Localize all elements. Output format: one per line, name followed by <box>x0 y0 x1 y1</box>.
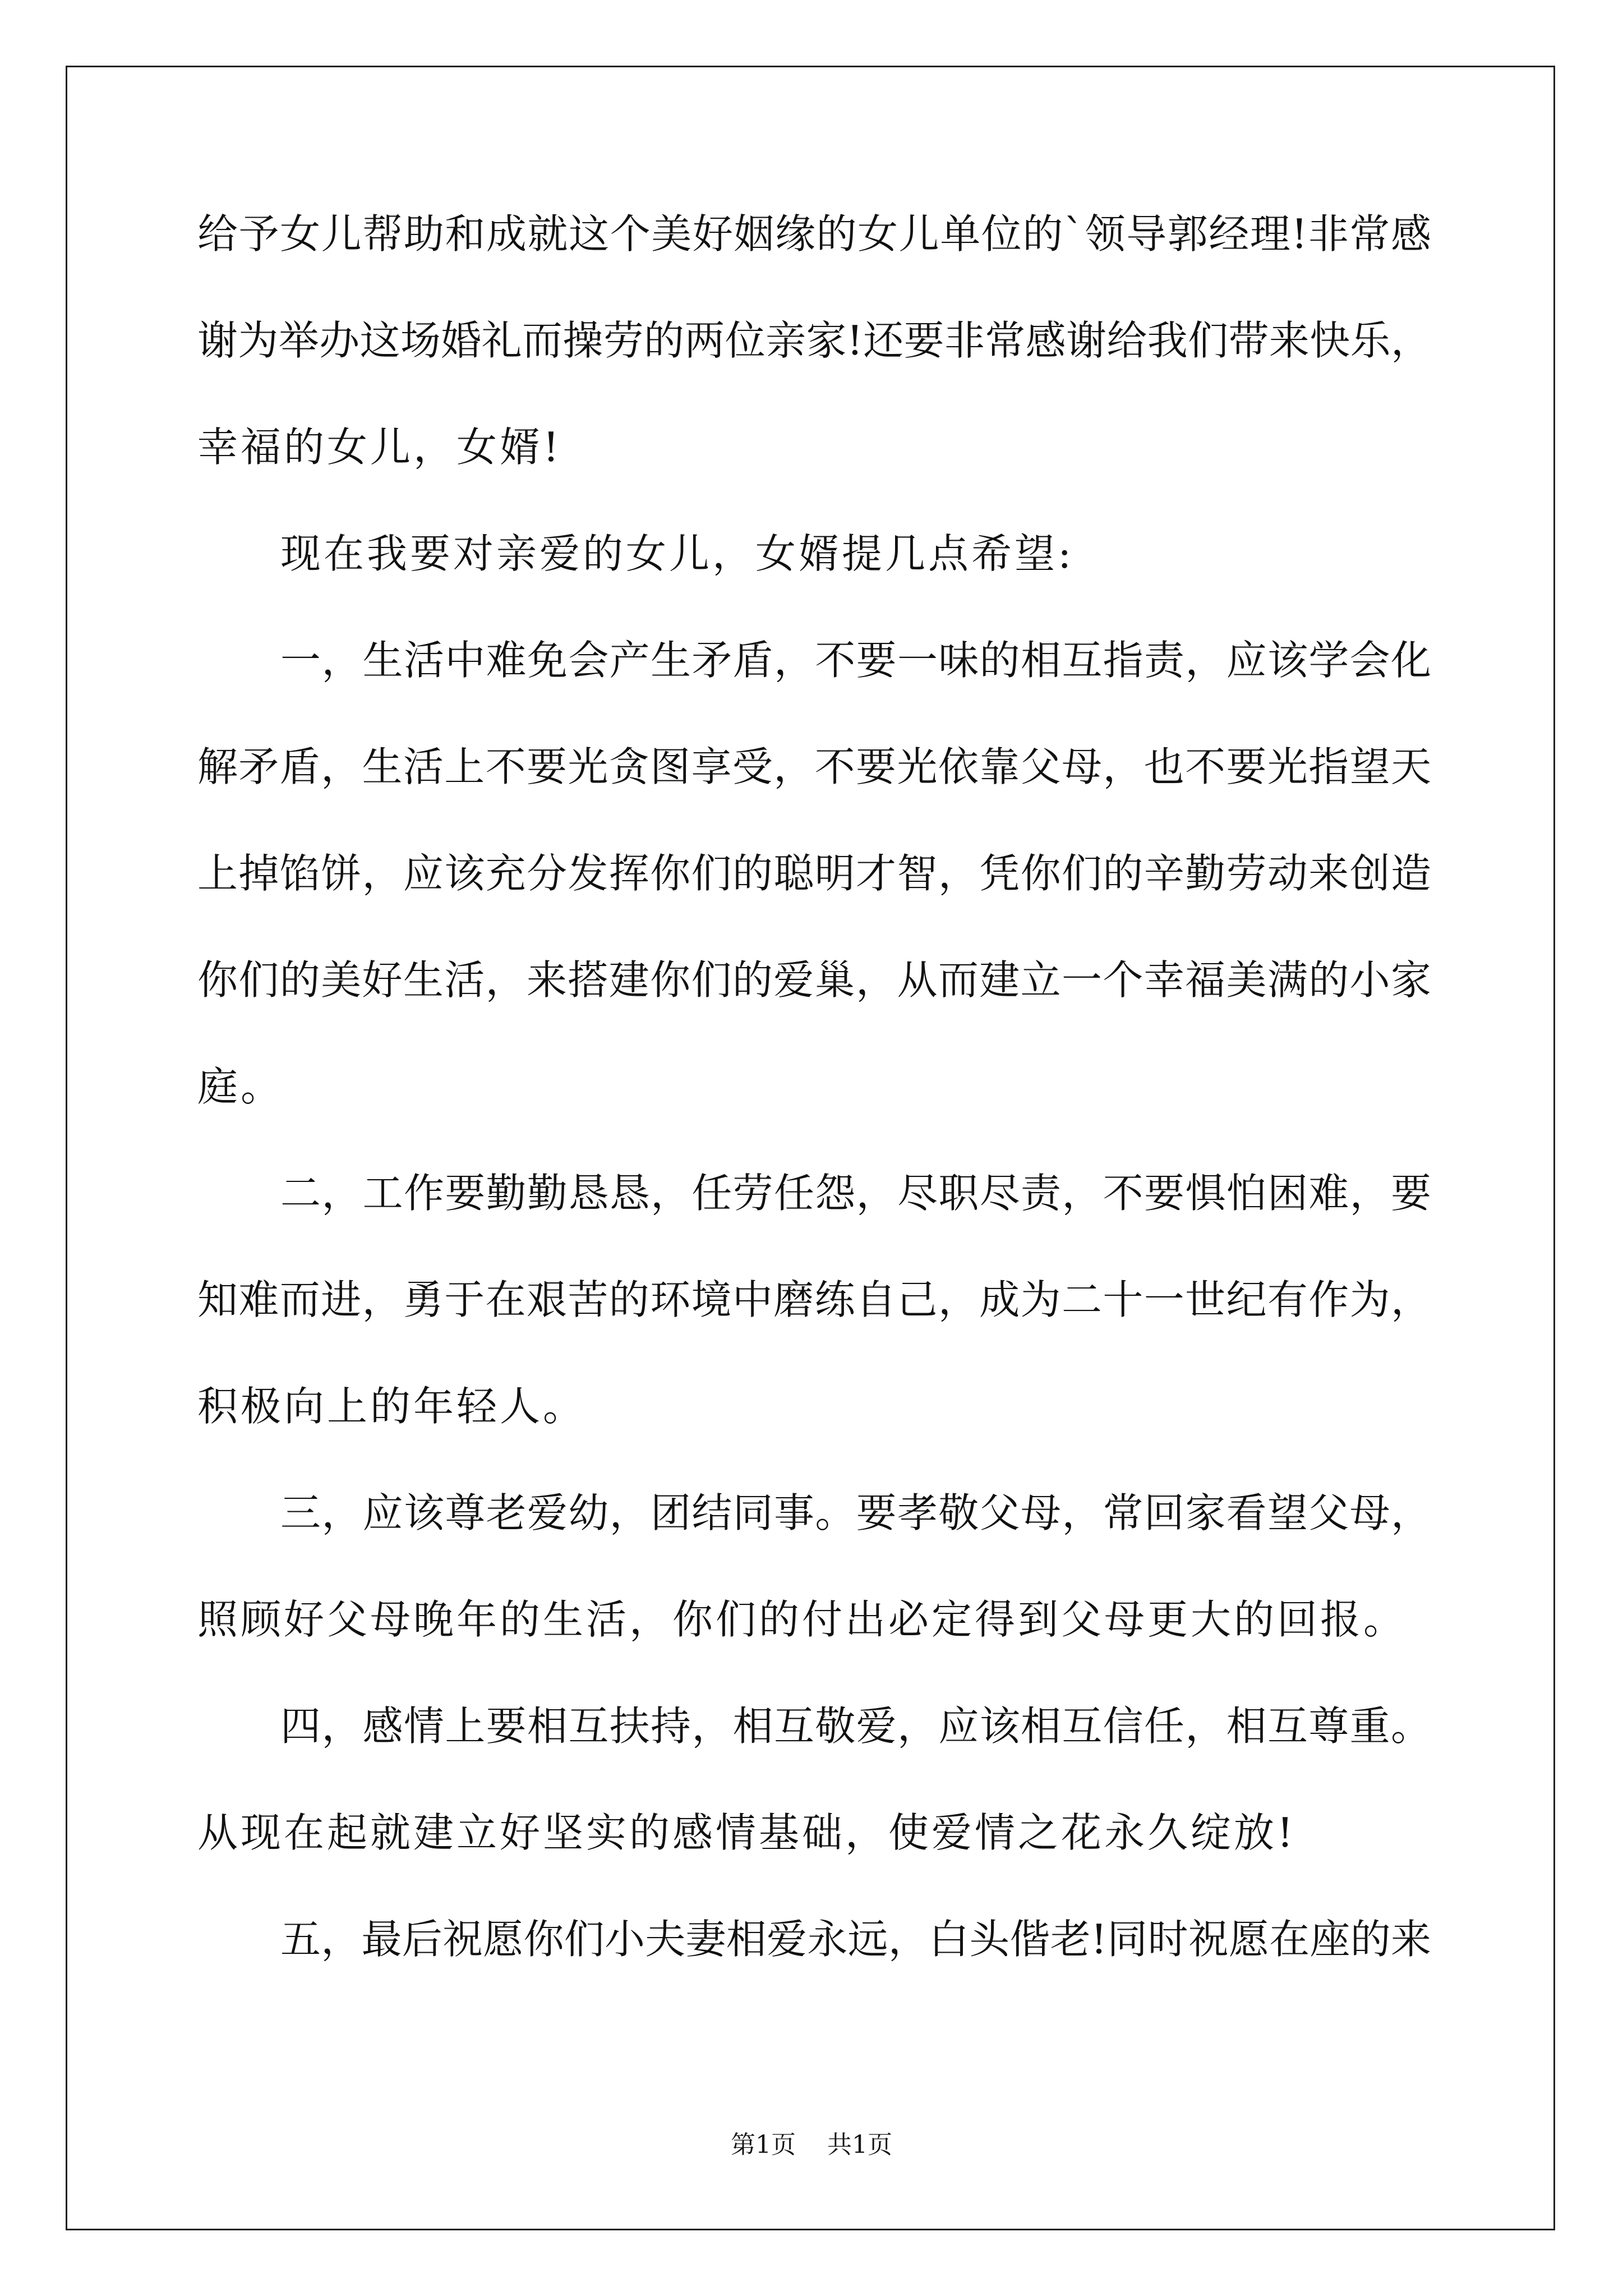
text-line-17: 五，最后祝愿你们小夫妻相爱永远，白头偕老!同时祝愿在座的来 <box>280 1916 1431 1963</box>
text-line-1: 给予女儿帮助和成就这个美好姻缘的女儿单位的`领导郭经理!非常感 <box>197 210 1431 257</box>
text-line-15: 四，感情上要相互扶持，相互敬爱，应该相互信任，相互尊重。 <box>280 1703 1431 1750</box>
text-line-7: 上掉馅饼，应该充分发挥你们的聪明才智，凭你们的辛勤劳动来创造 <box>197 850 1431 897</box>
text-line-14: 照顾好父母晚年的生活，你们的付出必定得到父母更大的回报。 <box>197 1596 1407 1643</box>
page-footer <box>0 2129 1623 2161</box>
text-line-4: 现在我要对亲爱的女儿，女婿提几点希望: <box>280 530 1075 577</box>
text-line-6: 解矛盾，生活上不要光贪图享受，不要光依靠父母，也不要光指望天 <box>197 743 1431 790</box>
text-line-3: 幸福的女儿，女婿! <box>197 424 562 471</box>
text-line-8: 你们的美好生活，来搭建你们的爱巢，从而建立一个幸福美满的小家 <box>197 956 1431 1004</box>
text-line-16: 从现在起就建立好坚实的感情基础，使爱情之花永久绽放! <box>197 1809 1296 1856</box>
page-number-current: 第1页 <box>731 2131 796 2159</box>
document-body <box>197 209 1431 2021</box>
text-line-13: 三，应该尊老爱幼，团结同事。要孝敬父母，常回家看望父母， <box>280 1489 1431 1536</box>
text-line-5: 一，生活中难免会产生矛盾，不要一味的相互指责，应该学会化 <box>280 637 1431 684</box>
text-line-10: 二，工作要勤勤恳恳，任劳任怨，尽职尽责，不要惧怕困难，要 <box>280 1170 1431 1217</box>
text-line-11: 知难而进，勇于在艰苦的环境中磨练自己，成为二十一世纪有作为， <box>197 1276 1431 1323</box>
text-line-2: 谢为举办这场婚礼而操劳的两位亲家!还要非常感谢给我们带来快乐， <box>197 317 1431 364</box>
page-number-total: 共1页 <box>827 2131 892 2159</box>
text-line-9: 庭。 <box>197 1063 284 1110</box>
text-line-12: 积极向上的年轻人。 <box>197 1383 587 1430</box>
